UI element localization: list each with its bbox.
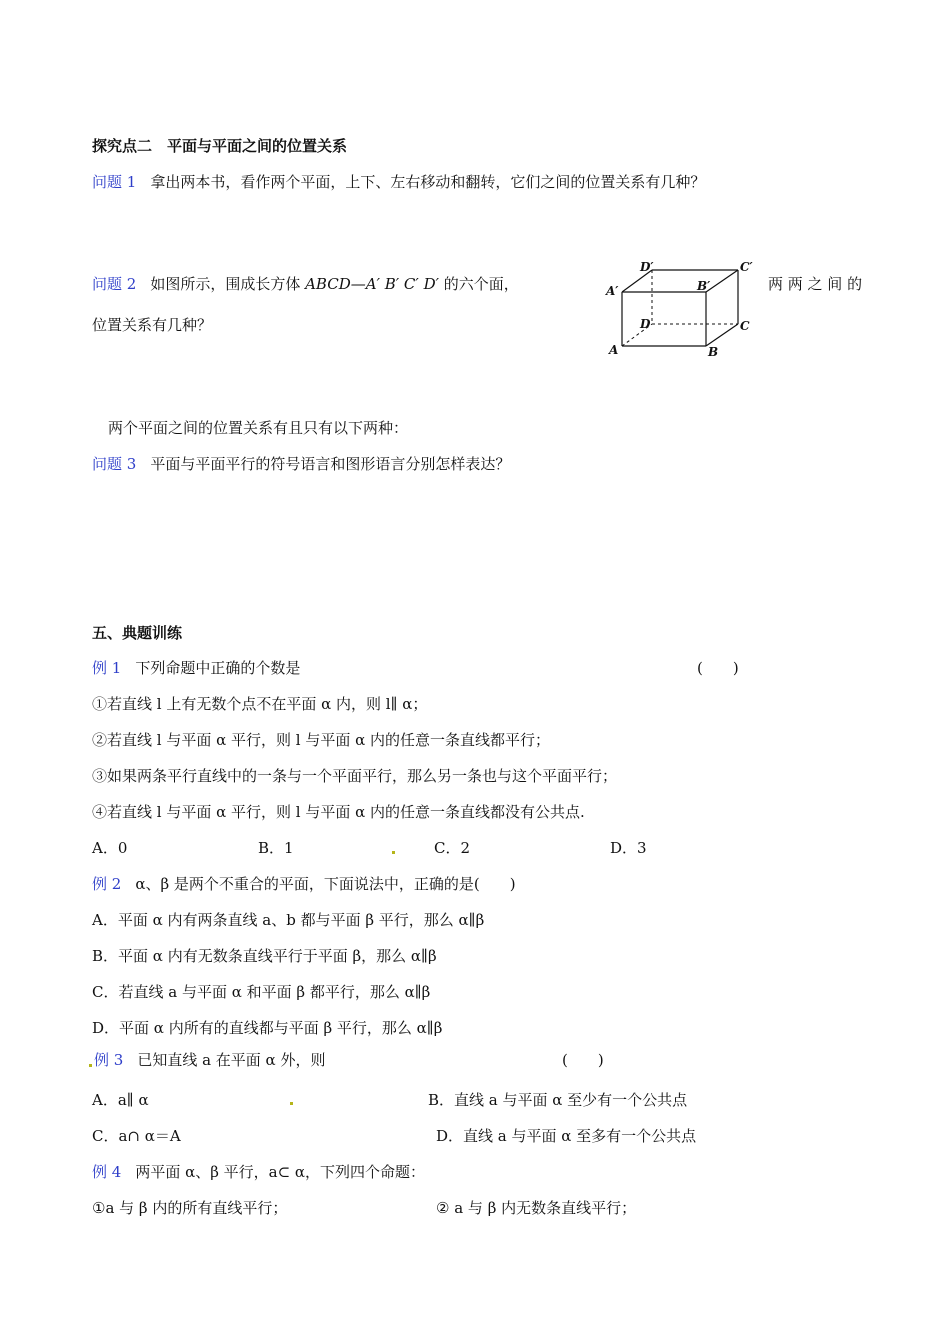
example-label: 例 3 [94, 1051, 124, 1069]
label-b: B [708, 345, 719, 359]
question-label: 问题 2 [92, 275, 137, 293]
example-text: 下列命题中正确的个数是 [135, 659, 301, 677]
example-3 [94, 1050, 325, 1070]
section-heading-5: 五、典题训练 [92, 624, 183, 642]
example-4 [92, 1162, 425, 1182]
question-text: 拿出两本书，看作两个平面，上下、左右移动和翻转，它们之间的位置关系有几种？ [150, 173, 706, 191]
option-b: B．直线 a 与平面 α 至少有一个公共点 [428, 1091, 688, 1109]
example-1 [92, 658, 300, 678]
label-c: C [740, 319, 750, 333]
example-label: 例 2 [92, 875, 122, 893]
proposition: ②若直线 l 与平面 α 平行，则 l 与平面 α 内的任意一条直线都平行； [92, 731, 551, 749]
answer-paren: ( ) [562, 1051, 604, 1069]
question-3 [92, 454, 510, 474]
example-label: 例 4 [92, 1163, 122, 1181]
relation-note: 两个平面之间的位置关系有且只有以下两种： [108, 419, 409, 437]
question-2-text-right: 两 两 之 间 的 [768, 275, 863, 293]
question-2 [92, 274, 519, 294]
section-heading-2: 探究点二 平面与平面之间的位置关系 [92, 137, 348, 155]
label-a-prime: A′ [606, 284, 619, 298]
proposition: ② a 与 β 内无数条直线平行； [436, 1199, 637, 1217]
option-b: B．1 [258, 839, 294, 857]
speck-mark [89, 1064, 92, 1067]
option-d: D．3 [610, 839, 647, 857]
label-a: A [609, 343, 619, 357]
question-text: 平面与平面平行的符号语言和图形语言分别怎样表达？ [150, 455, 511, 473]
proposition: ③如果两条平行直线中的一条与一个平面平行，那么另一条也与这个平面平行； [92, 767, 618, 785]
example-text: 两平面 α、β 平行，a⊂ α，下列四个命题： [135, 1163, 426, 1181]
option-a: A．a∥ α [92, 1091, 149, 1109]
proposition: ①a 与 β 内的所有直线平行； [92, 1199, 288, 1217]
label-d-prime: D′ [640, 260, 654, 274]
option-a: A．0 [92, 839, 128, 857]
question-text-pre: 如图所示，围成长方体 [150, 275, 306, 293]
label-b-prime: B′ [697, 279, 711, 293]
option-d: D．直线 a 与平面 α 至多有一个公共点 [436, 1127, 697, 1145]
answer-paren: ( ) [697, 659, 739, 677]
example-2 [92, 874, 516, 894]
question-label: 问题 3 [92, 455, 137, 473]
proposition: ①若直线 l 上有无数个点不在平面 α 内，则 l∥ α； [92, 695, 428, 713]
label-d: D [640, 317, 651, 331]
proposition: ④若直线 l 与平面 α 平行，则 l 与平面 α 内的任意一条直线都没有公共点. [92, 803, 585, 821]
label-c-prime: C′ [740, 260, 753, 274]
example-text: α、β 是两个不重合的平面，下面说法中，正确的是( ) [135, 875, 516, 893]
example-label: 例 1 [92, 659, 122, 677]
speck-mark [290, 1102, 293, 1105]
question-text-post: 的六个面， [439, 275, 519, 293]
question-2-line2: 位置关系有几种？ [92, 316, 213, 334]
option-b: B．平面 α 内有无数条直线平行于平面 β，那么 α∥β [92, 947, 437, 965]
option-c: C．若直线 a 与平面 α 和平面 β 都平行，那么 α∥β [92, 983, 431, 1001]
option-c: C．2 [434, 839, 471, 857]
cuboid-figure [600, 258, 760, 362]
question-label: 问题 1 [92, 173, 137, 191]
speck-mark [392, 851, 395, 854]
option-d: D．平面 α 内所有的直线都与平面 β 平行，那么 α∥β [92, 1019, 443, 1037]
solid-name: ABCD—A′ B′ C′ D′ [305, 275, 440, 293]
option-a: A．平面 α 内有两条直线 a、b 都与平面 β 平行，那么 α∥β [92, 911, 485, 929]
question-1 [92, 172, 705, 192]
example-text: 已知直线 a 在平面 α 外，则 [137, 1051, 326, 1069]
option-c: C．a∩ α＝A [92, 1127, 181, 1145]
